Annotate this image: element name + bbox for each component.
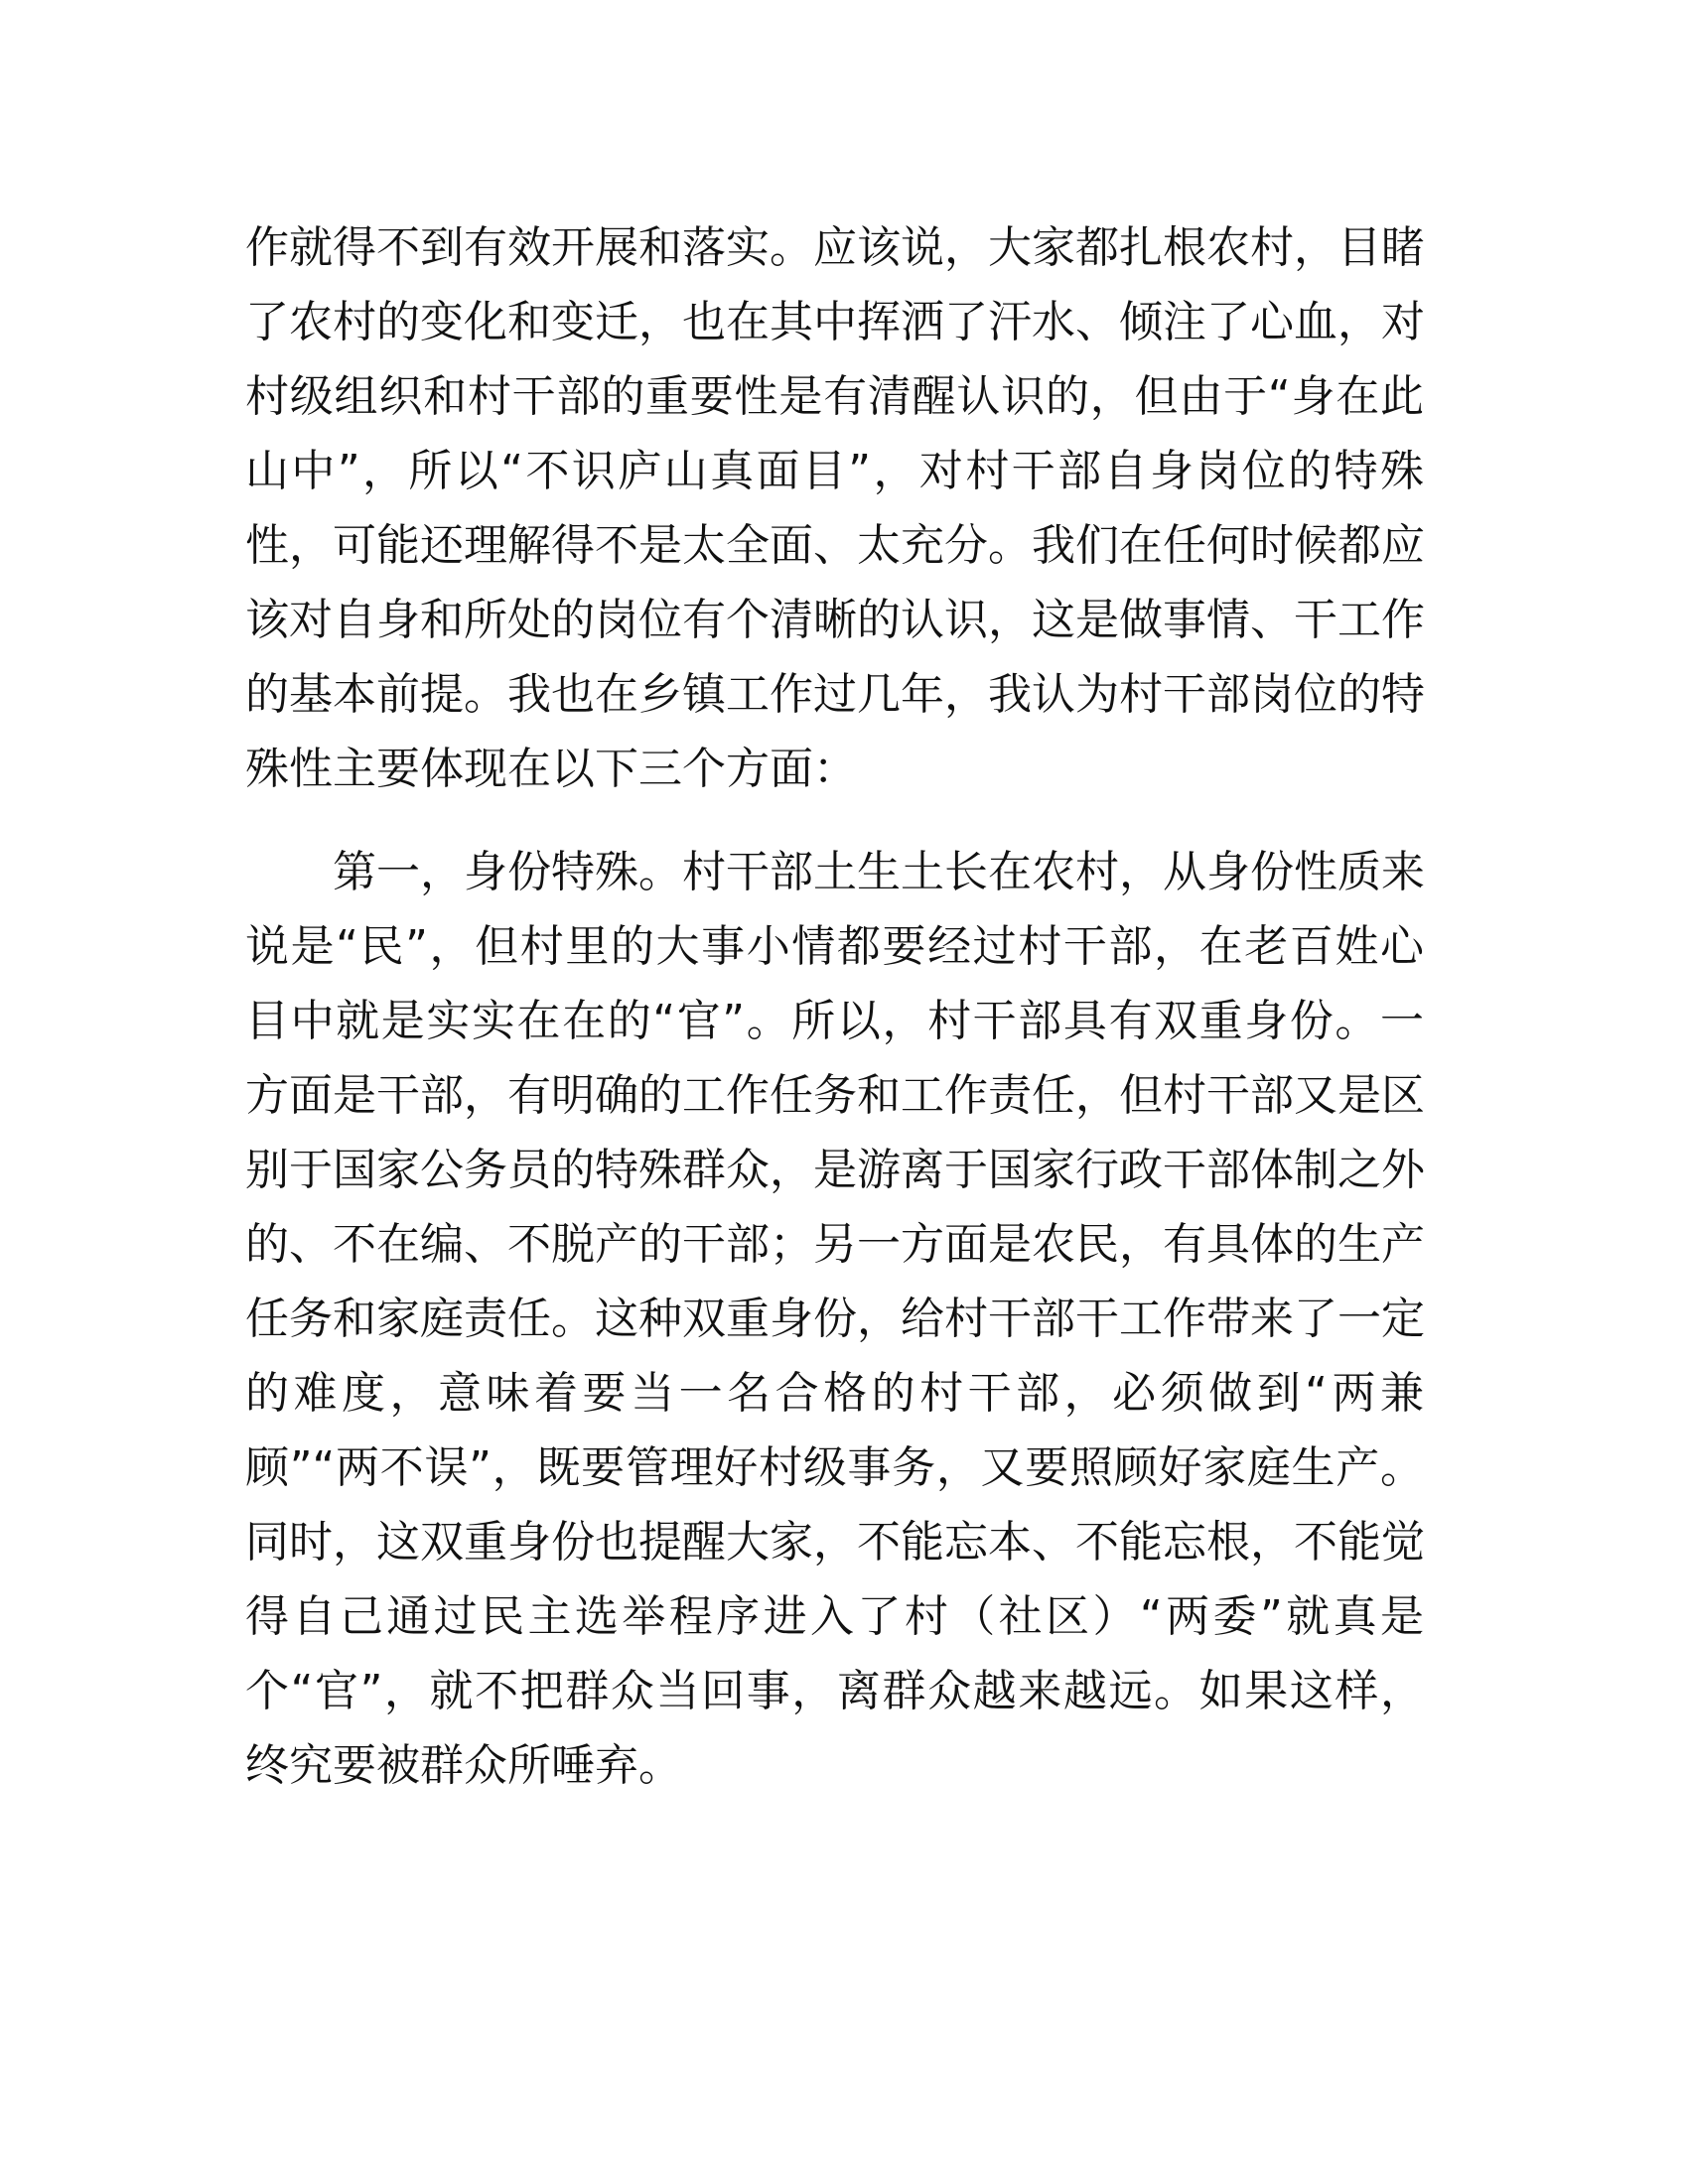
text-line: 的、不在编、不脱产的干部；另一方面是农民，有具体的生产	[245, 1219, 1425, 1270]
text-line: 该对自身和所处的岗位有个清晰的认识，这是做事情、干工作	[245, 595, 1425, 645]
text-line: 方面是干部，有明确的工作任务和工作责任，但村干部又是区	[245, 1070, 1425, 1121]
text-line: 同时，这双重身份也提醒大家，不能忘本、不能忘根，不能觉	[245, 1517, 1425, 1568]
paragraph-1	[245, 210, 1424, 806]
text-line: 性，可能还理解得不是太全面、太充分。我们在任何时候都应	[245, 520, 1425, 571]
document-body	[245, 210, 1424, 1832]
text-line: 目中就是实实在在的“官”。所以，村干部具有双重身份。一	[245, 996, 1424, 1046]
text-line: 的难度，意味着要当一名合格的村干部，必须做到“两兼	[245, 1368, 1424, 1419]
text-line: 山中”，所以“不识庐山真面目”，对村干部自身岗位的特殊	[245, 446, 1424, 496]
text-line: 的基本前提。我也在乡镇工作过几年，我认为村干部岗位的特	[245, 669, 1425, 720]
text-line: 殊性主要体现在以下三个方面：	[245, 744, 857, 794]
text-line: 任务和家庭责任。这种双重身份，给村干部干工作带来了一定	[245, 1294, 1425, 1344]
text-line: 说是“民”，但村里的大事小情都要经过村干部，在老百姓心	[245, 921, 1424, 972]
text-line: 第一，身份特殊。村干部土生土长在农村，从身份性质来	[333, 847, 1425, 897]
text-line: 个“官”，就不把群众当回事，离群众越来越远。如果这样，	[245, 1666, 1424, 1716]
text-line: 别于国家公务员的特殊群众，是游离于国家行政干部体制之外	[245, 1145, 1425, 1195]
paragraph-2	[245, 835, 1424, 1803]
text-line: 终究要被群众所唾弃。	[245, 1740, 682, 1791]
text-line: 作就得不到有效开展和落实。应该说，大家都扎根农村，目睹	[245, 222, 1425, 273]
text-line: 得自己通过民主选举程序进入了村（社区）“两委”就真是	[245, 1591, 1424, 1642]
text-line: 顾”“两不误”，既要管理好村级事务，又要照顾好家庭生产。	[245, 1442, 1424, 1493]
text-line: 了农村的变化和变迁，也在其中挥洒了汗水、倾注了心血，对	[245, 297, 1425, 347]
text-line: 村级组织和村干部的重要性是有清醒认识的，但由于“身在此	[245, 371, 1424, 422]
